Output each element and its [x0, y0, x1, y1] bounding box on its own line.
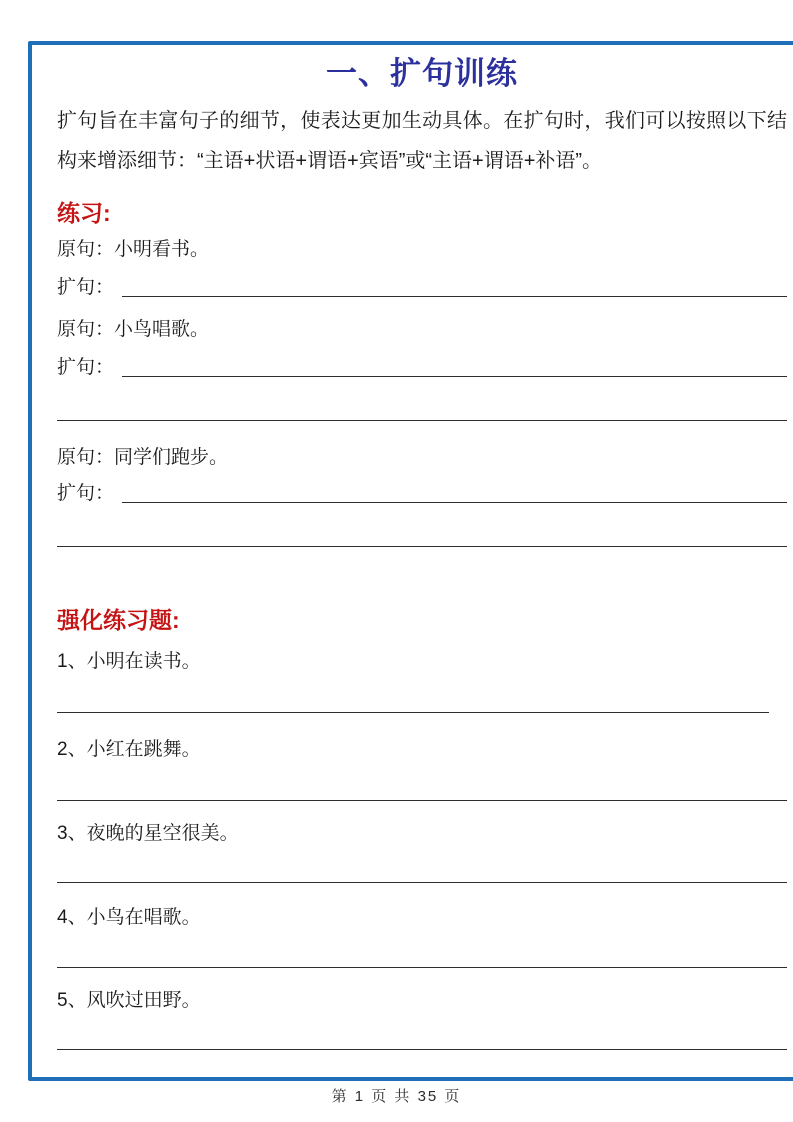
drill-answer-line-4 — [57, 967, 787, 968]
drill-heading: 强化练习题: — [57, 607, 180, 633]
drill-answer-line-1 — [57, 712, 769, 713]
expand-answer-row-3 — [57, 481, 787, 507]
intro-paragraph-line-1: 扩句旨在丰富句子的细节，使表达更加生动具体。在扩句时，我们可以按照以下结 — [57, 110, 787, 132]
drill-item-1: 1、小明在读书。 — [57, 651, 201, 672]
expand-answer-row-2 — [57, 355, 787, 381]
practice-heading: 练习: — [57, 200, 111, 226]
intro-paragraph-line-2: 构来增添细节：“主语+状语+谓语+宾语”或“主语+谓语+补语”。 — [57, 150, 603, 172]
drill-item-2: 2、小红在跳舞。 — [57, 739, 201, 760]
page-number: 第 1 页 共 35 页 — [331, 1088, 462, 1105]
expand-label-1: 扩句： — [57, 277, 115, 298]
drill-answer-line-5 — [57, 1049, 787, 1050]
answer-line-3 — [122, 482, 787, 503]
drill-item-5: 5、风吹过田野。 — [57, 990, 201, 1011]
answer-continuation-line-3 — [57, 546, 787, 547]
original-sentence-1: 原句：小明看书。 — [57, 239, 210, 260]
drill-item-3: 3、夜晚的星空很美。 — [57, 823, 239, 844]
answer-continuation-line-2 — [57, 420, 787, 421]
page-title: 一、扩句训练 — [326, 56, 518, 91]
drill-item-4: 4、小鸟在唱歌。 — [57, 907, 201, 928]
answer-line-1 — [122, 276, 787, 297]
drill-answer-line-3 — [57, 882, 787, 883]
original-sentence-2: 原句：小鸟唱歌。 — [57, 319, 210, 340]
expand-label-3: 扩句： — [57, 483, 115, 504]
answer-line-2 — [122, 356, 787, 377]
original-sentence-3: 原句：同学们跑步。 — [57, 447, 229, 468]
page-border-frame — [28, 41, 793, 1081]
expand-label-2: 扩句： — [57, 357, 115, 378]
drill-answer-line-2 — [57, 800, 787, 801]
expand-answer-row-1 — [57, 275, 787, 301]
